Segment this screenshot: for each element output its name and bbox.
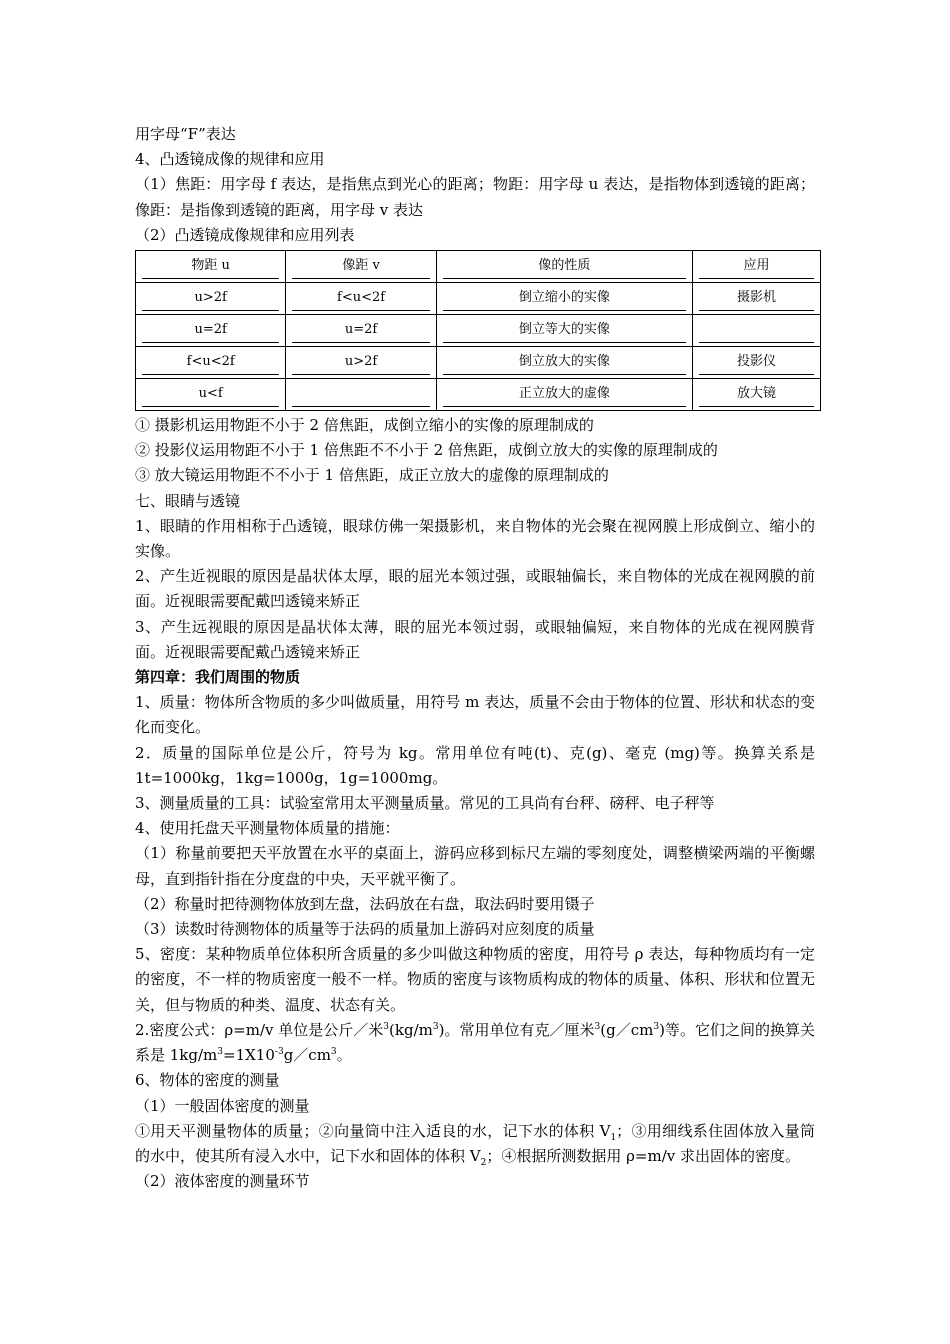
- paragraph: （1）一般固体密度的测量: [135, 1096, 310, 1115]
- header-cell: 应用: [692, 251, 820, 283]
- table-cell: u=2f: [136, 315, 286, 347]
- header-cell: 像的性质: [436, 251, 692, 283]
- paragraph: （3）读数时待测物体的质量等于法码的质量加上游码对应刻度的质量: [135, 920, 595, 939]
- table-cell: f<u<2f: [136, 347, 286, 379]
- table-cell: 摄影机: [692, 283, 820, 315]
- table-cell: [286, 379, 436, 411]
- table-cell: 倒立缩小的实像: [436, 283, 692, 315]
- header-cell: 物距 u: [136, 251, 286, 283]
- paragraph: 2．质量的国际单位是公斤，符号为 kg。常用单位有吨(t)、克(g)、毫克 (mg)等。换算关系是 1t=1000kg，1kg=1000g，1g=1000mg。: [135, 743, 815, 787]
- table-cell: 放大镜: [692, 379, 820, 411]
- table-cell: f<u<2f: [286, 283, 436, 315]
- paragraph: 3、测量质量的工具：试验室常用太平测量质量。常见的工具尚有台秤、磅秤、电子秤等: [135, 794, 715, 813]
- table-row: [136, 379, 821, 411]
- section-heading: 4、凸透镜成像的规律和应用: [135, 150, 325, 169]
- note-item: ② 投影仪运用物距不小于 1 倍焦距不不小于 2 倍焦距，成倒立放大的实像的原理制成的: [135, 441, 718, 460]
- paragraph: （1）焦距：用字母 f 表达，是指焦点到光心的距离；物距：用字母 u 表达，是指物体到透镜的距离；像距：是指像到透镜的距离，用字母 v 表达: [135, 175, 815, 219]
- table-header-row: [136, 251, 821, 283]
- text-line: 用字母“F”表达: [135, 125, 236, 143]
- paragraph: （2）称量时把待测物体放到左盘，法码放在右盘，取法码时要用镊子: [135, 894, 595, 913]
- note-item: ① 摄影机运用物距不小于 2 倍焦距，成倒立缩小的实像的原理制成的: [135, 416, 594, 435]
- paragraph: （1）称量前要把天平放置在水平的桌面上，游码应移到标尺左端的零刻度处，调整横梁两端的平衡螺母，直到指针指在分度盘的中央，天平就平衡了。: [135, 844, 815, 888]
- table-cell: u>2f: [136, 283, 286, 315]
- paragraph: 5、密度：某种物质单位体积所含质量的多少叫做这种物质的密度，用符号 ρ 表达，每种物质均有一定的密度，不一样的物质密度一般不一样。物质的密度与该物质构成的物体的质量、体积、形状和位置无关，但与物质的种类、温度、状态有关。: [135, 945, 815, 1014]
- paragraph: 3、产生远视眼的原因是晶状体太薄，眼的屈光本领过弱，或眼轴偏短，来自物体的光成在视网膜背面。近视眼需要配戴凸透镜来矫正: [135, 617, 815, 661]
- note-item: ③ 放大镜运用物距不不小于 1 倍焦距，成正立放大的虚像的原理制成的: [135, 466, 609, 485]
- paragraph: （2）液体密度的测量环节: [135, 1172, 310, 1191]
- paragraph: 6、物体的密度的测量: [135, 1071, 280, 1090]
- solid-density-steps: ①用天平测量物体的质量；②向量筒中注入适良的水，记下水的体积 $V_1$；③用细线系住固体放入量筒的水中，使其所有浸入水中，记下水和固体的体积 $V_2$；④根据所测数据用 ρ=m/v 求出固体的密度。: [135, 1121, 815, 1168]
- table-cell: 正立放大的虚像: [436, 379, 692, 411]
- paragraph: 4、使用托盘天平测量物体质量的措施：: [135, 819, 400, 838]
- table-cell: u>2f: [286, 347, 436, 379]
- table-row: [136, 283, 821, 315]
- table-cell: u=2f: [286, 315, 436, 347]
- header-cell: 像距 v: [286, 251, 436, 283]
- lens-imaging-table: [135, 250, 821, 411]
- table-cell: 倒立等大的实像: [436, 315, 692, 347]
- table-row: [136, 347, 821, 379]
- chapter-title: 第四章：我们周围的物质: [135, 668, 301, 687]
- table-cell: [692, 315, 820, 347]
- table-cell: 倒立放大的实像: [436, 347, 692, 379]
- table-cell: 投影仪: [692, 347, 820, 379]
- table-caption: （2）凸透镜成像规律和应用列表: [135, 225, 355, 244]
- paragraph: 2、产生近视眼的原因是晶状体太厚，眼的屈光本领过强，或眼轴偏长，来自物体的光成在视网膜的前面。近视眼需要配戴凹透镜来矫正: [135, 567, 815, 611]
- paragraph: 1、质量：物体所含物质的多少叫做质量，用符号 m 表达，质量不会由于物体的位置、形状和状态的变化而变化。: [135, 693, 815, 737]
- paragraph: 1、眼睛的作用相称于凸透镜，眼球仿佛一架摄影机，来自物体的光会聚在视网膜上形成倒立、缩小的实像。: [135, 516, 815, 561]
- document-page: [135, 122, 815, 1194]
- section-heading: 七、眼睛与透镜: [135, 491, 241, 510]
- table-cell: u<f: [136, 379, 286, 411]
- table-row: [136, 315, 821, 347]
- density-formula-paragraph: 2.密度公式：ρ=m/v 单位是公斤／米$^3(kg/m^3)$。常用单位有克／厘米$^3(g/cm^3)$等。它们之间的换算关系是 $1kg/m^3=1X10^{-3}g/cm^3$。: [135, 1020, 815, 1065]
